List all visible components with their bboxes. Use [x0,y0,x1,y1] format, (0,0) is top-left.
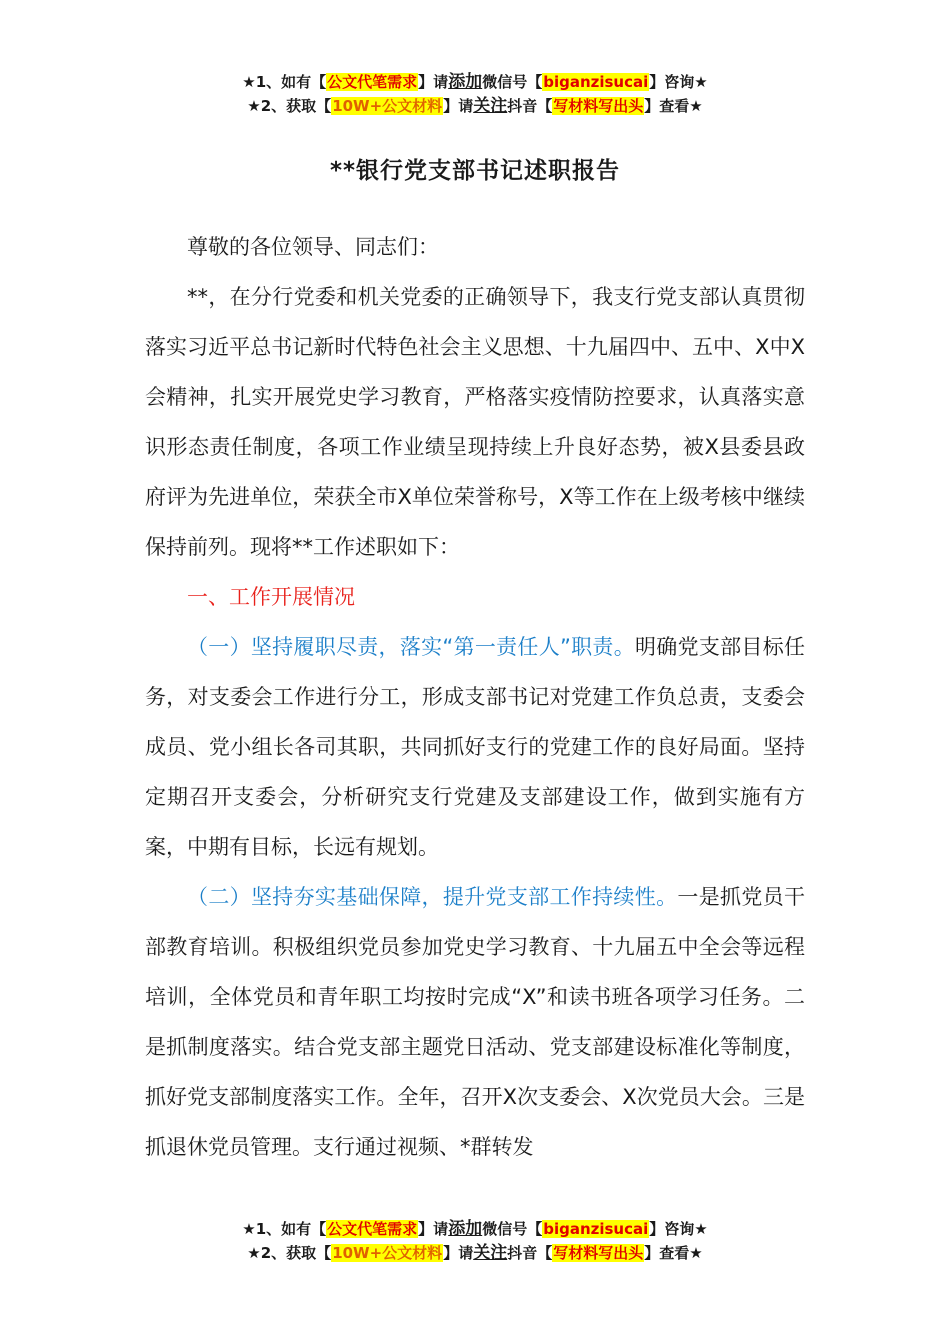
banner-text: 】查看★ [644,1244,703,1262]
banner-underline: 添加 [448,1219,483,1239]
banner-text: 】请 [418,1220,449,1238]
banner-text: 微信号【 [482,1220,543,1238]
banner-text: ★2、获取【 [247,97,332,115]
document-body [145,222,805,1172]
banner-highlight: 公文代笔需求 [327,73,418,91]
banner-text: 】请 [418,73,449,91]
item-body-2: 一是抓党员干部教育培训。积极组织党员参加党史学习教育、十九届五中全会等远程培训，全体党员和青年职工均按时完成“X”和读书班各项学习任务。二是抓制度落实。结合党支部主题党日活动、党支部建设标准化等制度，抓好党支部制度落实工作。全年，召开X次支委会、X次党员大会。三是抓退休党员管理。支行通过视频、*群转发 [145,885,806,1159]
banner-text: 】请 [443,97,474,115]
banner-text: 】咨询★ [649,1220,708,1238]
banner-line-2 [0,1241,950,1265]
banner-text: 】请 [443,1244,474,1262]
banner-text: 微信号【 [482,73,543,91]
banner-underline: 关注 [473,96,508,116]
banner-underline: 添加 [448,72,483,92]
top-banner [0,70,950,118]
banner-text: 抖音【 [507,97,553,115]
banner-text: ★1、如有【 [242,1220,327,1238]
item-heading-2: （二）坚持夯实基础保障，提升党支部工作持续性。 [187,885,678,909]
banner-underline: 关注 [473,1243,508,1263]
banner-line-1 [0,70,950,94]
banner-highlight: 10W+公文材料 [332,97,443,115]
banner-text: 】查看★ [644,97,703,115]
banner-highlight: 写材料写出头 [553,97,644,115]
banner-highlight: 写材料写出头 [553,1244,644,1262]
item-paragraph-1 [145,622,805,872]
banner-highlight: 10W+公文材料 [332,1244,443,1262]
banner-line-2 [0,94,950,118]
item-heading-1: （一）坚持履职尽责，落实“第一责任人”职责。 [187,635,636,659]
banner-highlight: 公文代笔需求 [327,1220,418,1238]
banner-text: 】咨询★ [649,73,708,91]
document-title: **银行党支部书记述职报告 [329,158,621,184]
banner-highlight: biganzisucai [543,73,649,91]
intro-paragraph: **，在分行党委和机关党委的正确领导下，我支行党支部认真贯彻落实习近平总书记新时代特色社会主义思想、十九届四中、五中、X中X会精神，扎实开展党史学习教育，严格落实疫情防控要求，认真落实意识形态责任制度，各项工作业绩呈现持续上升良好态势，被X县委县政府评为先进单位，荣获全市X单位荣誉称号，X等工作在上级考核中继续保持前列。现将**工作述职如下： [145,285,805,559]
banner-highlight: biganzisucai [543,1220,649,1238]
banner-text: 抖音【 [507,1244,553,1262]
salutation: 尊敬的各位领导、同志们： [187,235,439,259]
banner-text: ★2、获取【 [247,1244,332,1262]
item-body-1: 明确党支部目标任务，对支委会工作进行分工，形成支部书记对党建工作负总责，支委会成员、党小组长各司其职，共同抓好支行的党建工作的良好局面。坚持定期召开支委会，分析研究支行党建及支部建设工作，做到实施有方案，中期有目标，长远有规划。 [145,635,806,859]
section-heading: 一、工作开展情况 [187,585,355,609]
item-paragraph-2 [145,872,805,1172]
banner-text: ★1、如有【 [242,73,327,91]
banner-line-1 [0,1217,950,1241]
bottom-banner [0,1217,950,1265]
